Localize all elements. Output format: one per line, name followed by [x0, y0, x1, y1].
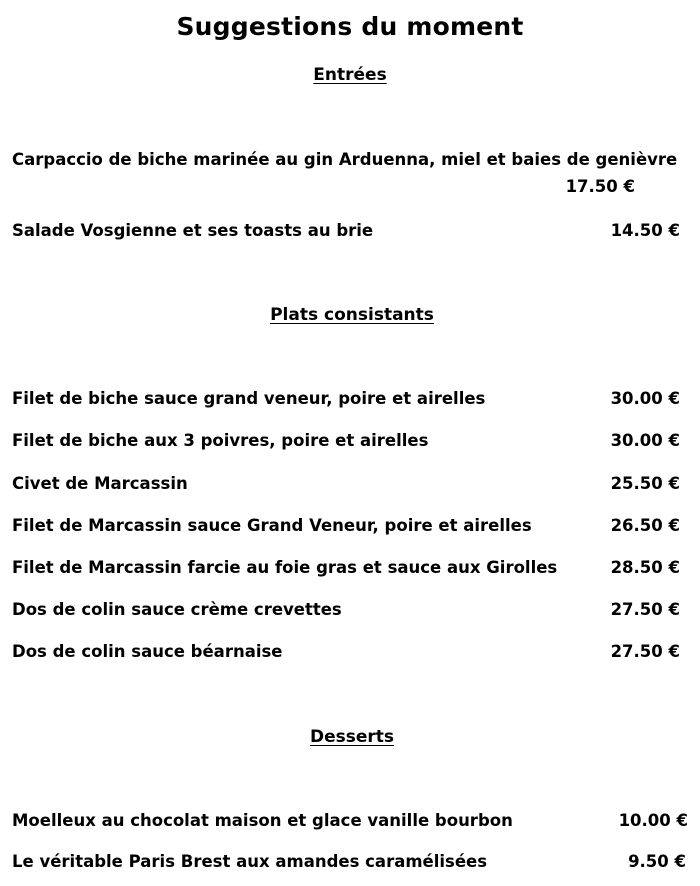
- menu-item-salade: Salade Vosgienne et ses toasts au brie: [12, 221, 374, 240]
- menu-price-marcassin-veneur: 26.50 €: [610, 516, 680, 535]
- menu-item-marcassin-farcie: Filet de Marcassin farcie au foie gras et sauce aux Girolles: [12, 558, 558, 577]
- menu-item-carpaccio: Carpaccio de biche marinée au gin Arduenna, miel et baies de genièvre: [12, 150, 678, 169]
- menu-item-biche-poivres: Filet de biche aux 3 poivres, poire et airelles: [12, 431, 429, 450]
- section-heading-entrees: Entrées: [313, 65, 387, 85]
- menu-price-colin-bearnaise: 27.50 €: [610, 642, 680, 661]
- menu-item-civet: Civet de Marcassin: [12, 474, 188, 493]
- menu-title: Suggestions du moment: [176, 12, 524, 41]
- menu-item-colin-crevettes: Dos de colin sauce crème crevettes: [12, 600, 342, 619]
- menu-price-paris-brest: 9.50 €: [628, 852, 686, 871]
- menu-price-colin-crevettes: 27.50 €: [610, 600, 680, 619]
- menu-item-marcassin-veneur: Filet de Marcassin sauce Grand Veneur, poire et airelles: [12, 516, 532, 535]
- menu-price-marcassin-farcie: 28.50 €: [610, 558, 680, 577]
- menu-price-biche-poivres: 30.00 €: [610, 431, 680, 450]
- section-heading-plats: Plats consistants: [270, 305, 434, 325]
- menu-item-biche-veneur: Filet de biche sauce grand veneur, poire et airelles: [12, 389, 486, 408]
- menu-price-carpaccio: 17.50 €: [565, 177, 635, 196]
- menu-price-civet: 25.50 €: [610, 474, 680, 493]
- menu-price-salade: 14.50 €: [610, 221, 680, 240]
- menu-item-colin-bearnaise: Dos de colin sauce béarnaise: [12, 642, 283, 661]
- menu-price-moelleux: 10.00 €: [618, 811, 688, 830]
- menu-item-paris-brest: Le véritable Paris Brest aux amandes caramélisées: [12, 852, 488, 871]
- menu-price-biche-veneur: 30.00 €: [610, 389, 680, 408]
- menu-item-moelleux: Moelleux au chocolat maison et glace vanille bourbon: [12, 811, 513, 830]
- section-heading-desserts: Desserts: [309, 727, 395, 747]
